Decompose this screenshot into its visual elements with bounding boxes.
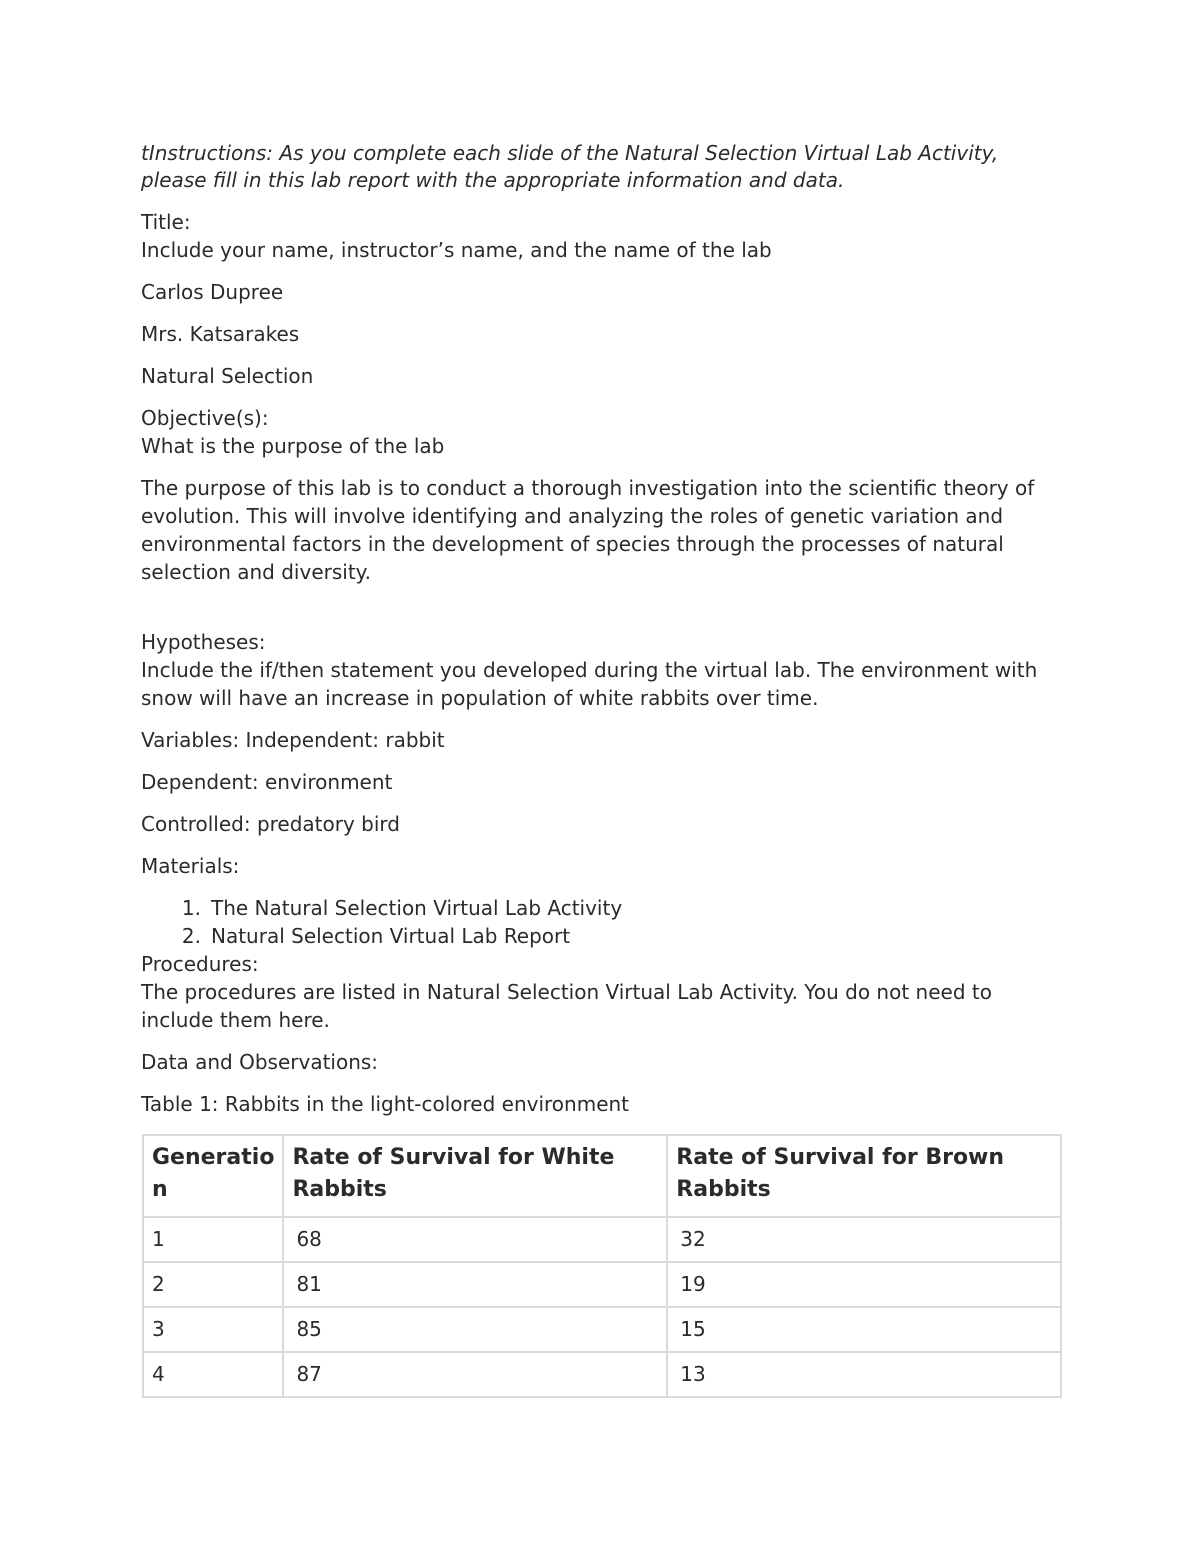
table-cell: 85 (283, 1307, 667, 1352)
variables-controlled: Controlled: predatory bird (141, 812, 400, 836)
title-prompt: Include your name, instructor’s name, and the name of the lab (141, 238, 772, 262)
table-header-generation: Generatio n (143, 1135, 283, 1217)
materials-label: Materials: (141, 854, 240, 878)
instructions-text: tInstructions: As you complete each slide of the Natural Selection Virtual Lab Activity, please fill in this lab report with the appropriate information and data. (141, 141, 999, 192)
table-cell: 1 (143, 1217, 283, 1262)
objectives-label: Objective(s): (141, 406, 269, 430)
variables-independent: Variables: Independent: rabbit (141, 728, 445, 752)
hypotheses-text: Include the if/then statement you developed during the virtual lab. The environment with snow will have an increase in population of white rabbits over time. (141, 658, 1038, 710)
table-cell: 15 (667, 1307, 1061, 1352)
table-cell: 4 (143, 1352, 283, 1397)
table-row (143, 1352, 1061, 1397)
title-label: Title: (141, 210, 191, 234)
table-cell: 19 (667, 1262, 1061, 1307)
objectives-answer: The purpose of this lab is to conduct a thorough investigation into the scientific theory of evolution. This will involve identifying and analyzing the roles of genetic variation and environmental factors in the development of species through the processes of natural selection and diversity. (141, 476, 1035, 584)
list-item-text: The Natural Selection Virtual Lab Activity (211, 896, 623, 920)
student-name: Carlos Dupree (141, 280, 284, 304)
list-item-text: Natural Selection Virtual Lab Report (211, 924, 571, 948)
list-item-number: 1. (181, 896, 201, 920)
table-caption: Table 1: Rabbits in the light-colored environment (141, 1092, 630, 1116)
hypotheses-label: Hypotheses: (141, 630, 266, 654)
table-cell: 81 (283, 1262, 667, 1307)
list-item (141, 922, 1066, 950)
table-row (143, 1217, 1061, 1262)
table-cell: 13 (667, 1352, 1061, 1397)
procedures-label: Procedures: (141, 952, 259, 976)
table-row (143, 1307, 1061, 1352)
materials-list (141, 894, 1066, 950)
table-cell: 68 (283, 1217, 667, 1262)
procedures-text: The procedures are listed in Natural Selection Virtual Lab Activity. You do not need to include them here. (141, 980, 992, 1032)
lab-report-page (141, 140, 1066, 1398)
table-header-brown: Rate of Survival for Brown Rabbits (667, 1135, 1061, 1217)
objectives-prompt: What is the purpose of the lab (141, 434, 445, 458)
table-cell: 3 (143, 1307, 283, 1352)
table-header-row (143, 1135, 1061, 1217)
table-cell: 32 (667, 1217, 1061, 1262)
table-cell: 87 (283, 1352, 667, 1397)
list-item (141, 894, 1066, 922)
list-item-number: 2. (181, 924, 201, 948)
variables-dependent: Dependent: environment (141, 770, 393, 794)
survival-table (142, 1134, 1062, 1398)
instructor-name: Mrs. Katsarakes (141, 322, 300, 346)
lab-name: Natural Selection (141, 364, 314, 388)
table-header-white: Rate of Survival for White Rabbits (283, 1135, 667, 1217)
table-cell: 2 (143, 1262, 283, 1307)
table-row (143, 1262, 1061, 1307)
data-observations-label: Data and Observations: (141, 1050, 379, 1074)
